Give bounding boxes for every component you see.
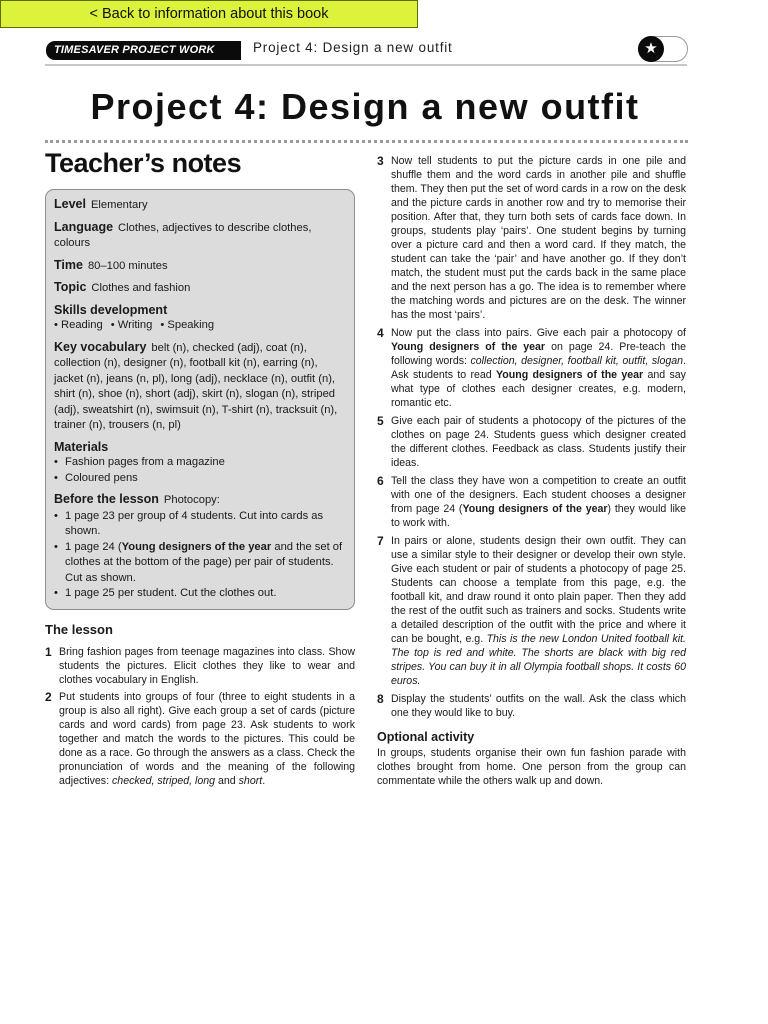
language-label: Language [54, 219, 114, 234]
materials-label: Materials [54, 439, 109, 454]
before-item: • 1 page 24 (Young designers of the year and the set of clothes at the bottom of the page) per pair of students. Cut as shown. [54, 540, 346, 587]
back-to-book-info-link[interactable]: < Back to information about this book [0, 0, 418, 28]
before-lesson-row [54, 492, 346, 602]
time-row [54, 258, 346, 275]
skill-item: • Writing [111, 318, 153, 334]
header-rule [45, 64, 687, 66]
before-lesson-list [54, 509, 346, 602]
skill-item: • Reading [54, 318, 103, 334]
topic-value: Clothes and fashion [91, 282, 191, 294]
before-item: • 1 page 23 per group of 4 students. Cut into cards as shown. [54, 509, 346, 540]
level-label: Level [54, 197, 86, 211]
time-value: 80–100 minutes [87, 259, 168, 272]
materials-row [54, 440, 346, 487]
series-badge: TIMESAVER PROJECT WORK [46, 41, 241, 60]
optional-activity-heading: Optional activity [377, 730, 475, 744]
before-item: • 1 page 25 per student. Cut the clothes out. [54, 586, 346, 602]
level-row [54, 197, 346, 214]
topic-row [54, 280, 346, 297]
language-row [54, 220, 346, 252]
materials-list [54, 455, 346, 486]
header-title: Project 4: Design a new outfit [253, 40, 453, 55]
page-title: Project 4: Design a new outfit [90, 86, 640, 127]
lesson-step-1: 1 Bring fashion pages from teenage magazines into class. Show students the pictures. Elicit clothes they like to wear and clothes vocabulary in English. [45, 644, 355, 686]
skills-label: Skills development [54, 302, 168, 317]
lesson-step-6: 6 Tell the class they have won a competition to create an outfit with one of the designers. Each student chooses a designer from page 24 (Young designers of the year) they would like to work with. [377, 474, 686, 529]
lesson-step-2: 2 Put students into groups of four (three to eight students in a group is also all right). Give each group a set of cards (picture cards and word cards) from page 23. Ask students to work together and match the words to the pictures. This could be done as a race. Go through the answers as a class. Check the pronunciation of words and the meaning of the following adjectives: checked, striped, long and short. [45, 689, 355, 787]
level-value: Elementary [90, 199, 148, 211]
left-column [45, 148, 355, 791]
skills-row [54, 303, 346, 334]
before-lesson-value: Photocopy: [163, 494, 220, 506]
vocab-label: Key vocabulary [54, 339, 147, 354]
before-lesson-label: Before the lesson [54, 492, 159, 506]
lesson-step-4: 4 Now put the class into pairs. Give each pair a photocopy of Young designers of the year on page 24. Pre-teach the following words: collection, designer, football kit, outfit, slogan. Ask students to read Young designers of the year and say what type of clothes each designer creates, e.g. modern, romantic etc. [377, 326, 686, 409]
language-value: Clothes, adjectives to describe clothes, colours [54, 221, 312, 249]
skill-item: • Speaking [160, 318, 214, 334]
skills-list [54, 318, 346, 334]
teachers-notes-heading: Teacher’s notes [45, 148, 242, 178]
vocab-value: belt (n), checked (adj), coat (n), collection (n), designer (n), football kit (n), earring (n), jacket (n), jeans (n, pl), long (adj), necklace (n), outfit (n), shirt (n), shoe (n), short (adj), skirt (n), slogan (n), striped (adj), sweatshirt (n), swimsuit (n), T-shirt (n), tracksuit (n), trainer (n), trousers (n, pl) [54, 341, 338, 431]
lesson-step-3: 3 Now tell students to put the picture cards in one pile and shuffle them and the word cards in another pile and shuffle them. They then put the set of word cards in a row on the desk and the picture cards in another row and try to memorise their position. After that, they turn both sets of cards face down. In groups, students play ‘pairs’. One student begins by turning over a picture card and then a word card. If they match, the student can take the ‘pair’ and have another go. If they don’t match, the student must put the cards back in the same place and the next person has a go. The idea is to remember where the matching words and pictures are on the desk. The winner has the most ‘pairs’. [377, 154, 686, 321]
vocab-row [54, 340, 346, 434]
material-item: • Fashion pages from a magazine [54, 455, 346, 471]
info-box [45, 189, 355, 610]
lesson-heading: The lesson [45, 621, 113, 637]
material-item: • Coloured pens [54, 471, 346, 487]
lesson-step-8: 8 Display the students’ outfits on the wall. Ask the class which one they would like to buy. [377, 692, 686, 719]
star-icon: ★ [638, 36, 664, 62]
topic-label: Topic [54, 280, 87, 294]
optional-activity-text: In groups, students organise their own fun fashion parade with clothes brought from home. One person from the group can commentate while the others walk up and down. [377, 747, 686, 787]
time-label: Time [54, 257, 83, 272]
dotted-divider [45, 140, 688, 143]
right-column [377, 154, 686, 788]
lesson-step-5: 5 Give each pair of students a photocopy of the pictures of the clothes on page 24. Students guess which designer created the different clothes. Feedback as class. Students justify their ideas. [377, 414, 686, 469]
lesson-step-7: 7 In pairs or alone, students design their own outfit. They can use a similar style to their designer or develop their own style. Give each student or pair of students a photocopy of page 25. Students can choose a template from this page, e.g. the football kit, and draw round it onto plain paper. Then they add the rest of the outfit such as trainers and socks. Students write a detailed description of the outfit with the price and where it can be bought, e.g. This is the new London United football kit. The top is red and white. The shorts are black with big red stripes. You can buy it in all Olympia football shops. It costs 60 euros. [377, 534, 686, 687]
